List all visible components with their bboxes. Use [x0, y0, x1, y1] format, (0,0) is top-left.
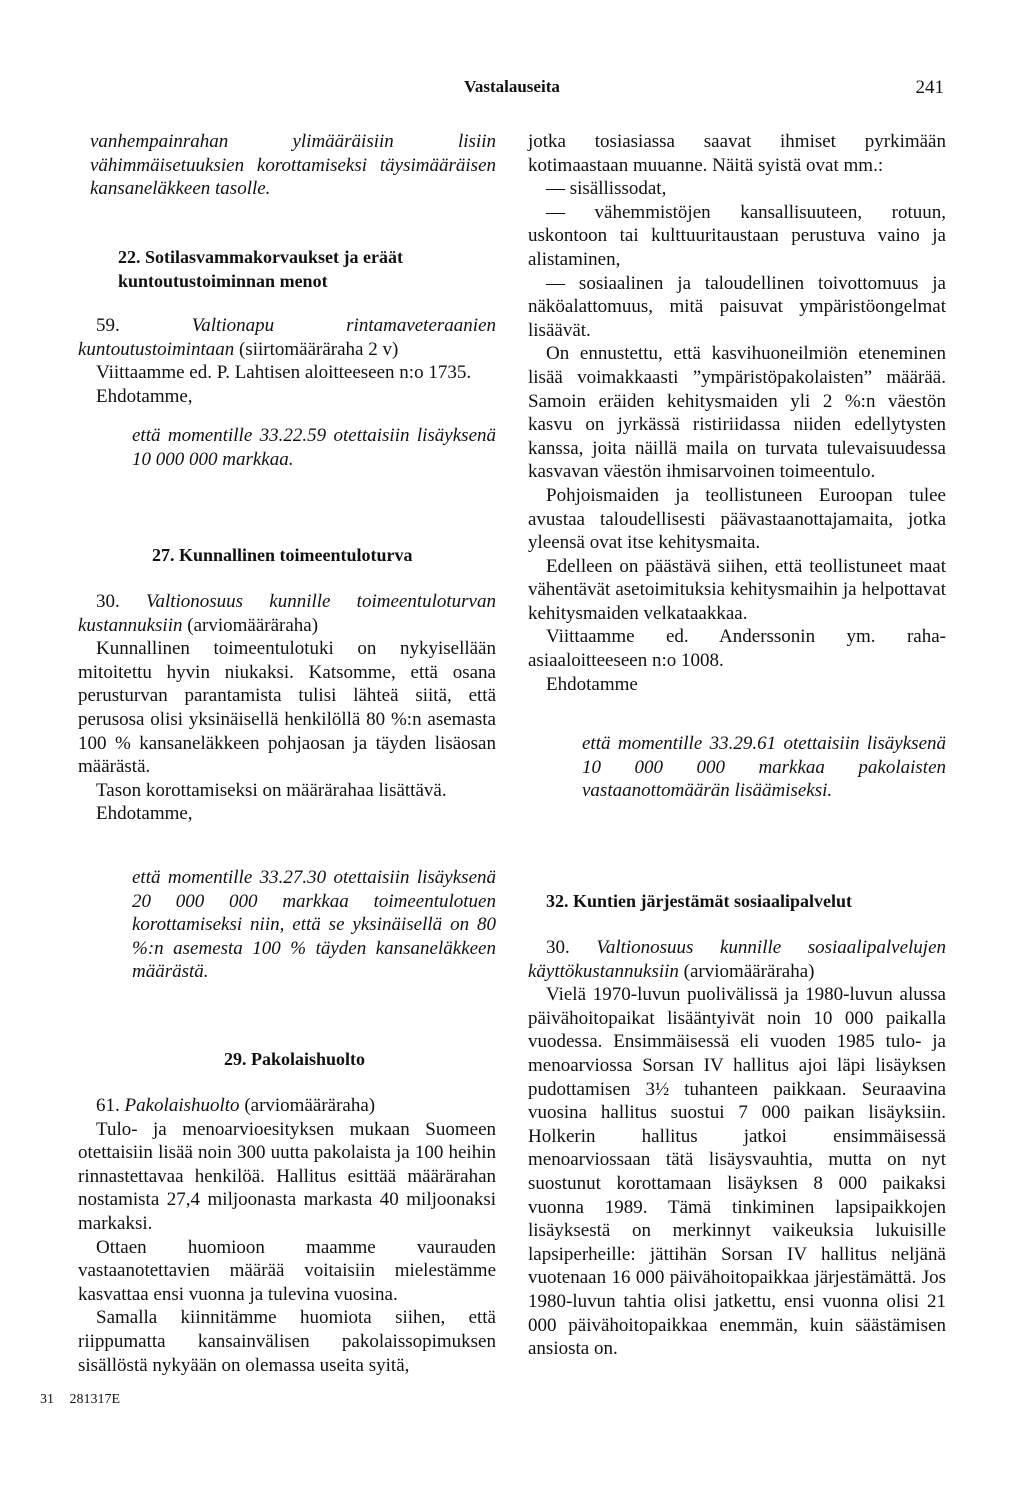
bullet-hopelessness: — sosiaalinen ja taloudellinen toivottomuus ja näköalattomuus, mitä paisuvat ympäristöongelmat lisäävät.: [528, 272, 946, 341]
moment-30-paragraph-1: Kunnallinen toimeentulotuki on nykyisellään mitoitettu hyvin niukaksi. Katsomme, että osana perusturvan parantamista tulisi lähteä siitä, että perusosa olisi yksinäisellä henkilöllä 80 %:n asemasta 100 % kansaneläkkeen pohjaosan ja täyden lisäosan määrästä.: [78, 638, 496, 778]
moment-59-type: (siirtomääräraha 2 v): [238, 338, 399, 360]
bullet-persecution: — vähemmistöjen kansallisuuteen, rotuun, uskontoon tai kulttuuritaustaan perustuva vaino ja alistaminen,: [528, 201, 946, 270]
moment-61-title: [78, 1094, 496, 1118]
moment-30r-name: Valtionosuus kunnille sosiaalipalvelujen käyttökustannuksiin: [528, 937, 947, 982]
moment-30-ehdotamme: Ehdotamme,: [96, 803, 193, 825]
proposal-30-text: että momentille 33.27.30 otettaisiin lisäyksenä 20 000 000 markkaa toimeentulotuen korottamiseksi niin, että se yksinäisellä on 80 %:n asemesta 100 % täyden kansaneläkkeen määrästä.: [132, 867, 496, 983]
heading-32: [546, 890, 946, 914]
running-header: Vastalauseita: [464, 77, 560, 96]
moment-59-number: 59.: [96, 315, 120, 336]
moment-61-type: (arviomääräraha): [244, 1095, 376, 1116]
moment-61-number: 61.: [96, 1095, 120, 1116]
proposal-30: [132, 866, 496, 984]
moment-30r-type: (arviomääräraha): [683, 960, 815, 982]
moment-30-name: Valtionosuus kunnille toimeentuloturvan kustannuksiin: [78, 591, 496, 636]
heading-29-text: 29. Pakolaishuolto: [224, 1049, 366, 1069]
refugee-continuation: [528, 130, 946, 696]
proposal-59: [132, 424, 496, 471]
section-30-right: [528, 936, 946, 1361]
heading-27-text: 27. Kunnallinen toimeentuloturva: [152, 545, 413, 565]
moment-59-name: Valtionapu rintamaveteraanien kuntoutustoimintaan: [78, 315, 496, 360]
section-59: [78, 314, 496, 408]
right-paragraph-5: Viittaamme ed. Anderssonin ym. raha-asiaaloitteeseen n:o 1008.: [528, 626, 946, 672]
right-paragraph-3: Pohjoismaiden ja teollistuneen Euroopan tulee avustaa taloudellisesti päävastaanottajamaita, jotka yleensä ovat itse kehitysmaita.: [528, 484, 946, 554]
section-61: [78, 1094, 496, 1377]
moment-61-paragraph-1: Tulo- ja menoarvioesityksen mukaan Suomeen otettaisiin lisää noin 300 uutta pakolaista ja 100 heihin rinnastettavaa henkilöä. Hallitus esittää määrärahan nostamista 27,4 miljoonasta markasta 40 miljoonaksi markaksi.: [78, 1118, 496, 1234]
moment-59-reference: Viittaamme ed. P. Lahtisen aloitteeseen n:o 1735.: [96, 362, 472, 384]
moment-61-name: Pakolaishuolto: [124, 1095, 240, 1116]
proposal-61-text: että momentille 33.29.61 otettaisiin lisäyksenä 10 000 000 markkaa pakolaisten vastaanottomäärän lisäämiseksi.: [582, 733, 946, 802]
proposal-61: [582, 732, 946, 803]
moment-59-ehdotamme: Ehdotamme,: [96, 385, 193, 407]
moment-30-title: [78, 590, 496, 637]
right-paragraph-1: jotka tosiasiassa saavat ihmiset pyrkimään kotimaastaan muuanne. Näitä syistä ovat mm.:: [528, 131, 946, 176]
moment-59-title: [78, 314, 496, 361]
intro-italic-block: [90, 130, 496, 201]
footer-sheet-number: 31: [40, 1392, 54, 1407]
footer-signature: [40, 1392, 132, 1408]
moment-61-paragraph-3: Samalla kiinnitämme huomiota siihen, että riippumatta kansainvälisen pakolaissopimuksen sisällöstä nykyään on olemassa useita syitä,: [78, 1307, 496, 1376]
moment-30-number: 30.: [96, 591, 120, 612]
moment-30r-paragraph: Vielä 1970-luvun puolivälissä ja 1980-luvun alussa päivähoitopaikat lisääntyivät noin 10 000 paikalla vuodessa. Ensimmäisessä eli vuoden 1985 tulo- ja menoarviossa Sorsan IV hallitus ajoi läpi lisäyksen pudottamisen 3½ tuhanteen paikkaan. Seuraavina vuosina hallitus suostui 7 000 paikan lisäyksiin. Holkerin hallitus jatkoi ensimmäisessä menoarviossaan tätä lisäysvauhtia, mutta on nyt suostunut korottamaan lisäyksen 8 000 paikaksi vuonna 1989. Tämä tinkiminen lapsipaikkojen lisäyksestä on merkinnyt vaikeuksia lukuisille lapsiperheille: jättihän Sorsan IV hallitus neljänä vuotenaan 16 000 päivähoitopaikkaa järjestämättä. Jos 1980-luvun tahtia olisi jatkettu, ensi vuonna olisi 21 000 päivähoitopaikkaa enemmän, kuin säästämisen ansiosta on.: [528, 984, 946, 1360]
moment-30r-title: [528, 936, 946, 983]
intro-text: vanhempainrahan ylimääräisiin lisiin vähimmäisetuuksien korottamiseksi täysimääräisen kansaneläkkeen tasolle.: [90, 131, 496, 200]
footer-print-code: 281317E: [69, 1392, 121, 1407]
right-ehdotamme: Ehdotamme: [546, 673, 638, 695]
heading-27: [152, 544, 496, 568]
bullet-civil-wars: — sisällissodat,: [546, 178, 667, 200]
proposal-59-text: että momentille 33.22.59 otettaisiin lisäyksenä 10 000 000 markkaa.: [132, 425, 496, 470]
moment-61-paragraph-2: Ottaen huomioon maamme vaurauden vastaanotettavien määrää voitaisiin mielestämme kasvattaa ensi vuonna ja tulevina vuosina.: [78, 1236, 496, 1305]
right-paragraph-4: Edelleen on päästävä siihen, että teollistuneet maat vähentävät asetoimituksia kehitysmaihin ja helpottavat kehitysmaiden velkataakkaa.: [528, 555, 946, 624]
heading-22-text: 22. Sotilasvammakorvaukset ja eräät kuntoutustoiminnan menot: [118, 247, 403, 291]
right-paragraph-2: On ennustettu, että kasvihuoneilmiön eteneminen lisää voimakkaasti ”ympäristöpakolaisten” määrää. Samoin eräiden kehitysmaiden yli 2 %:n väestön kasvu on jyrkässä ristiriidassa niiden edellytysten kanssa, joita näillä maila on turvata tulevaisuudessa kasvavan väestön ihmisarvoinen toimeentulo.: [528, 343, 946, 483]
page-number: 241: [915, 77, 944, 98]
heading-22: [118, 246, 496, 293]
moment-30-type: (arviomääräraha): [187, 614, 319, 636]
heading-29: [224, 1048, 496, 1072]
heading-32-text: 32. Kuntien järjestämät sosiaalipalvelut: [546, 891, 852, 911]
moment-30r-number: 30.: [546, 937, 570, 958]
section-30-left: [78, 590, 496, 826]
moment-30-paragraph-2: Tason korottamiseksi on määrärahaa lisättävä.: [96, 779, 447, 801]
